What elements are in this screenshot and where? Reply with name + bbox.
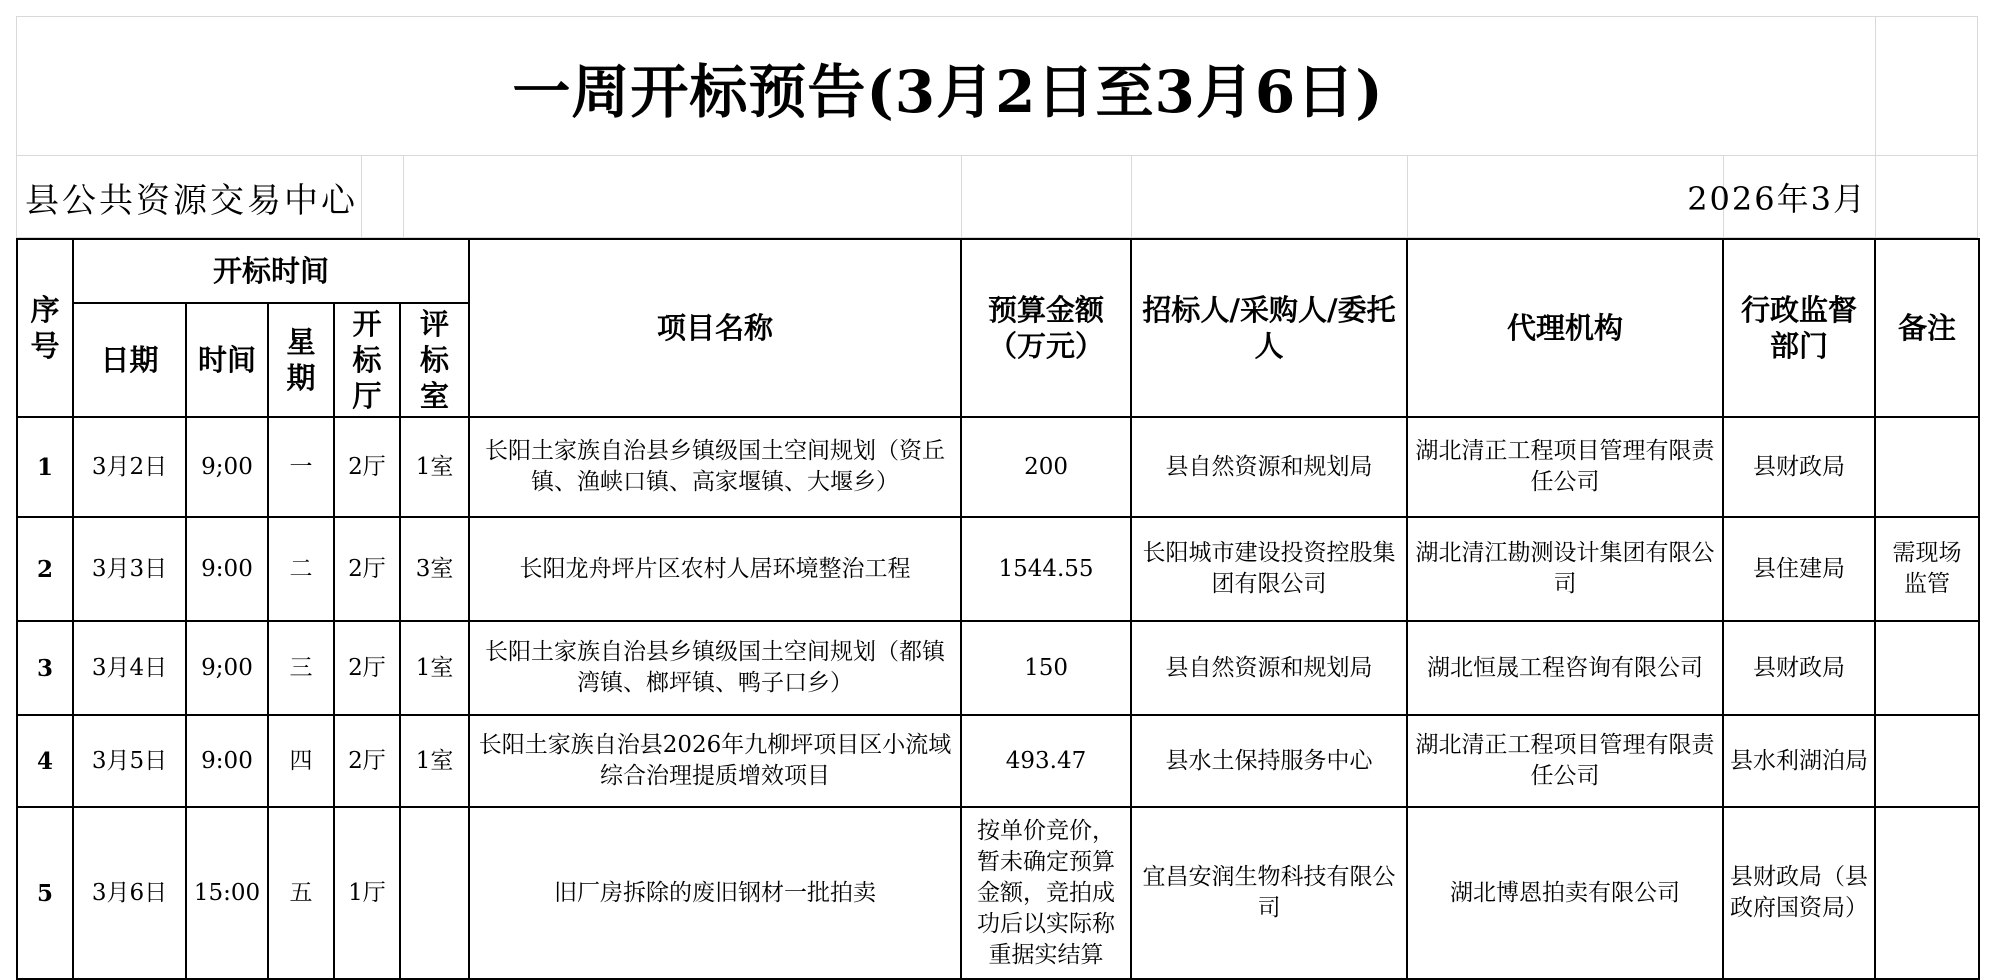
header-budget: 预算金额（万元） <box>961 239 1131 417</box>
row-hall: 2厅 <box>334 621 400 715</box>
row-remark <box>1875 417 1979 517</box>
row-agency: 湖北恒晟工程咨询有限公司 <box>1407 621 1723 715</box>
row-tenderer: 县自然资源和规划局 <box>1131 417 1407 517</box>
header-time: 时间 <box>186 303 268 417</box>
grid-line <box>1407 156 1408 238</box>
schedule-table <box>16 238 1980 980</box>
row-weekday: 五 <box>268 807 334 979</box>
header-hall: 开标厅 <box>334 303 400 417</box>
row-hall: 2厅 <box>334 417 400 517</box>
row-hall: 2厅 <box>334 517 400 621</box>
row-supervisor: 县住建局 <box>1723 517 1875 621</box>
grid-line <box>1875 17 1876 157</box>
row-remark <box>1875 621 1979 715</box>
row-remark <box>1875 715 1979 807</box>
header-index: 序号 <box>17 239 73 417</box>
row-agency: 湖北清正工程项目管理有限责任公司 <box>1407 417 1723 517</box>
row-time: 9:00 <box>186 715 268 807</box>
row-index: 2 <box>17 517 73 621</box>
table-row <box>17 621 1979 715</box>
report-date: 2026年3月 <box>1687 180 1867 218</box>
row-project: 长阳土家族自治县乡镇级国土空间规划（都镇湾镇、榔坪镇、鸭子口乡） <box>469 621 961 715</box>
row-index: 5 <box>17 807 73 979</box>
row-date: 3月6日 <box>73 807 186 979</box>
row-tenderer: 宜昌安润生物科技有限公司 <box>1131 807 1407 979</box>
row-project: 长阳龙舟坪片区农村人居环境整治工程 <box>469 517 961 621</box>
row-weekday: 一 <box>268 417 334 517</box>
row-budget: 200 <box>961 417 1131 517</box>
row-tenderer: 县水土保持服务中心 <box>1131 715 1407 807</box>
row-room: 1室 <box>400 715 469 807</box>
grid-line <box>361 156 362 238</box>
header-supervisor: 行政监督部门 <box>1723 239 1875 417</box>
row-time: 15:00 <box>186 807 268 979</box>
row-room: 1室 <box>400 417 469 517</box>
row-remark: 需现场监管 <box>1875 517 1979 621</box>
row-budget: 按单价竞价，暂未确定预算金额，竞拍成功后以实际称重据实结算 <box>961 807 1131 979</box>
row-budget: 150 <box>961 621 1131 715</box>
header-tenderer: 招标人/采购人/委托人 <box>1131 239 1407 417</box>
row-supervisor: 县财政局 <box>1723 417 1875 517</box>
subtitle-row <box>16 156 1978 238</box>
row-index: 1 <box>17 417 73 517</box>
row-agency: 湖北博恩拍卖有限公司 <box>1407 807 1723 979</box>
table-row <box>17 807 1979 979</box>
row-supervisor: 县财政局（县政府国资局） <box>1723 807 1875 979</box>
row-date: 3月3日 <box>73 517 186 621</box>
row-budget: 493.47 <box>961 715 1131 807</box>
organization-name: 县公共资源交易中心 <box>25 180 358 221</box>
row-date: 3月4日 <box>73 621 186 715</box>
header-weekday: 星期 <box>268 303 334 417</box>
grid-line <box>1875 156 1876 238</box>
row-project: 旧厂房拆除的废旧钢材一批拍卖 <box>469 807 961 979</box>
header-date: 日期 <box>73 303 186 417</box>
row-room <box>400 807 469 979</box>
row-time: 9;00 <box>186 417 268 517</box>
row-project: 长阳土家族自治县2026年九柳坪项目区小流域综合治理提质增效项目 <box>469 715 961 807</box>
table-row <box>17 517 1979 621</box>
grid-line <box>403 156 404 238</box>
row-tenderer: 县自然资源和规划局 <box>1131 621 1407 715</box>
table-row <box>17 715 1979 807</box>
grid-line <box>1131 156 1132 238</box>
header-open-time: 开标时间 <box>73 239 469 303</box>
row-room: 1室 <box>400 621 469 715</box>
row-weekday: 三 <box>268 621 334 715</box>
row-index: 4 <box>17 715 73 807</box>
page-title: 一周开标预告(3月2日至3月6日) <box>512 58 1384 126</box>
row-date: 3月2日 <box>73 417 186 517</box>
table-row <box>17 417 1979 517</box>
row-weekday: 四 <box>268 715 334 807</box>
row-agency: 湖北清江勘测设计集团有限公司 <box>1407 517 1723 621</box>
header-room: 评标室 <box>400 303 469 417</box>
row-room: 3室 <box>400 517 469 621</box>
row-supervisor: 县财政局 <box>1723 621 1875 715</box>
grid-line <box>961 156 962 238</box>
row-budget: 1544.55 <box>961 517 1131 621</box>
row-remark <box>1875 807 1979 979</box>
row-supervisor: 县水利湖泊局 <box>1723 715 1875 807</box>
row-hall: 2厅 <box>334 715 400 807</box>
row-weekday: 二 <box>268 517 334 621</box>
row-project: 长阳土家族自治县乡镇级国土空间规划（资丘镇、渔峡口镇、高家堰镇、大堰乡） <box>469 417 961 517</box>
header-remark: 备注 <box>1875 239 1979 417</box>
row-time: 9;00 <box>186 621 268 715</box>
row-date: 3月5日 <box>73 715 186 807</box>
row-agency: 湖北清正工程项目管理有限责任公司 <box>1407 715 1723 807</box>
header-agency: 代理机构 <box>1407 239 1723 417</box>
row-index: 3 <box>17 621 73 715</box>
row-tenderer: 长阳城市建设投资控股集团有限公司 <box>1131 517 1407 621</box>
row-time: 9:00 <box>186 517 268 621</box>
header-project: 项目名称 <box>469 239 961 417</box>
row-hall: 1厅 <box>334 807 400 979</box>
title-row <box>16 16 1978 156</box>
